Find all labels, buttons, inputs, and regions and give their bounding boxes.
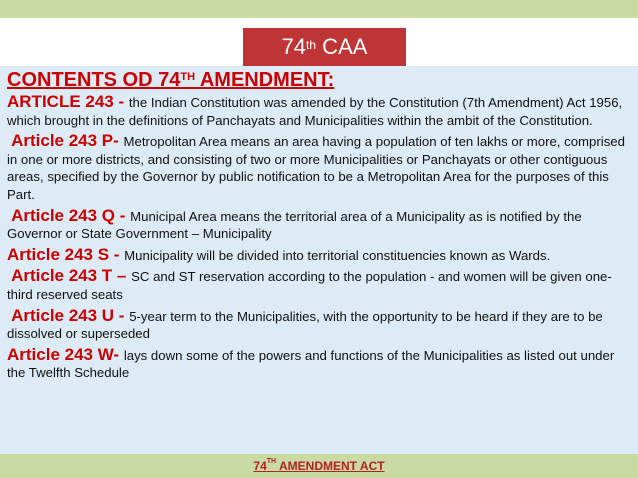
footer-label [253, 459, 384, 473]
footer-number: 74 [253, 459, 267, 473]
article-243-p [7, 132, 632, 203]
top-decorative-bar [0, 0, 638, 18]
article-label: Article 243 W- [7, 344, 124, 364]
article-label: ARTICLE 243 - [7, 92, 129, 111]
title-superscript: th [306, 38, 317, 52]
heading-superscript: TH [180, 71, 196, 83]
article-label: Article 243 U - [7, 305, 130, 325]
article-243-w [7, 346, 632, 382]
article-text: SC and ST reservation according to the population - and women will be given one-third reserved seats [7, 269, 612, 302]
article-243 [7, 93, 632, 129]
slide-title [243, 28, 406, 66]
article-text: 5-year term to the Municipalities, with the opportunity to be heard if they are to be dissolved or superseded [7, 308, 603, 342]
article-text: the Indian Constitution was amended by the Constitution (7th Amendment) Act 1956, which brought in the definitions of Panchayats and Municipalities within the ambit of the Constitution. [7, 95, 623, 128]
footer-superscript: TH [266, 458, 277, 465]
article-243-u [7, 307, 632, 343]
article-text: lays down some of the powers and functions of the Municipalities as listed out under the Twelfth Schedule [7, 347, 615, 381]
article-243-t [7, 267, 632, 303]
article-label: Article 243 Q - [7, 205, 131, 225]
heading-text: CONTENTS OD 74 [7, 69, 181, 91]
footer-bar [0, 454, 638, 478]
article-text: Municipality will be divided into territorial constituencies known as Wards. [124, 247, 551, 263]
title-number: 74 [281, 34, 307, 59]
content-area [0, 66, 638, 454]
article-label: Article 243 S - [7, 244, 125, 264]
article-label: Article 243 P- [7, 131, 124, 151]
heading-rest: AMENDMENT: [195, 69, 335, 91]
article-text: Municipal Area means the territorial area of a Municipality as is notified by the Governor or State Government – Municipality [7, 208, 582, 242]
article-243-s [7, 246, 632, 265]
article-text: Metropolitan Area means an area having a population of ten lakhs or more, comprised in one or more districts, and consisting of two or more Municipalities or Panchayats or other contiguous areas, specified by the Governor by public notification to be a Metropolitan Area for the purposes of this Part. [7, 134, 625, 202]
title-text: CAA [316, 34, 368, 59]
article-243-q [7, 207, 632, 243]
article-label: Article 243 T – [7, 266, 132, 286]
contents-heading [7, 68, 632, 92]
footer-text: AMENDMENT ACT [276, 459, 385, 473]
